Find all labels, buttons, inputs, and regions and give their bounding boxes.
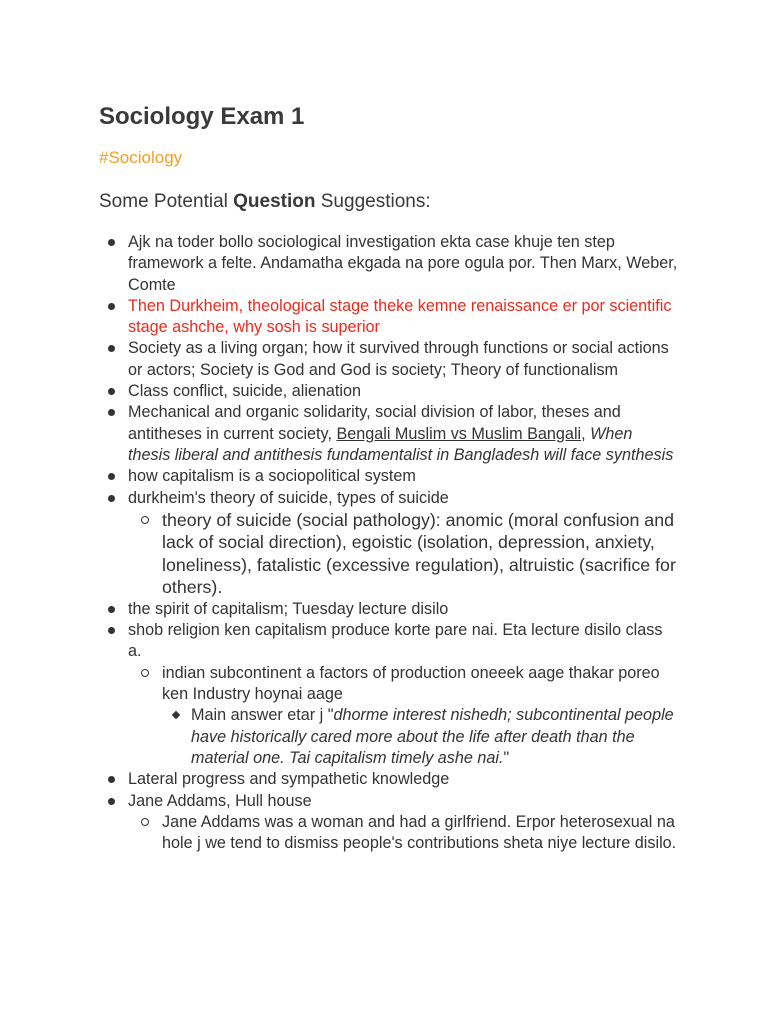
sociology-tag[interactable]: #Sociology: [99, 148, 183, 167]
bullet-icon: [108, 388, 115, 395]
list-item-text: the spirit of capitalism; Tuesday lecture disilo: [128, 599, 449, 618]
list-item-highlighted: [99, 296, 679, 339]
list-item: [99, 620, 679, 769]
sub-list: [128, 812, 679, 855]
sub-list-item: [128, 663, 679, 769]
list-item: [99, 232, 679, 296]
list-item-italic: When thesis liberal and antithesis fundamentalist in Bangladesh will face synthesis: [128, 424, 674, 464]
list-item-text: Ajk na toder bollo sociological investigation ekta case khuje ten step framework a felte. Andamatha ekgada na pore ogula por. Then Marx, Weber, Comte: [128, 233, 678, 294]
subheading: [99, 188, 679, 216]
bullet-icon: [108, 627, 115, 634]
list-item: [99, 402, 679, 466]
bullet-icon: [108, 606, 115, 613]
list-item-text: Mechanical and organic solidarity, social division of labor, theses and antitheses in current society,: [128, 403, 621, 443]
page-title: Sociology Exam 1: [99, 103, 305, 130]
list-item-text: how capitalism is a sociopolitical system: [128, 467, 416, 486]
list-item: [99, 769, 679, 790]
hollow-bullet-icon: [141, 516, 149, 524]
list-item-text: Then Durkheim, theological stage theke kemne renaissance er por scientific stage ashche, why sosh is superior: [128, 296, 672, 337]
sub-sub-list: [162, 705, 679, 769]
bullet-icon: [108, 495, 115, 502]
diamond-bullet-icon: [172, 711, 180, 719]
list-item: [99, 338, 679, 381]
list-item-text: shob religion ken capitalism produce korte pare nai. Eta lecture disilo class a.: [128, 621, 663, 661]
bullet-icon: [108, 303, 115, 310]
sub-list-item: [128, 812, 679, 855]
subheading-suffix: Suggestions:: [315, 191, 431, 212]
sub-list: [128, 663, 679, 769]
bullet-icon: [108, 776, 115, 783]
bullet-icon: [108, 473, 115, 480]
list-item-text: Class conflict, suicide, alienation: [128, 382, 362, 401]
subheading-bold: Question: [233, 191, 316, 212]
sub-sub-suffix: ": [503, 748, 510, 767]
sub-list: [128, 509, 679, 599]
sub-list-item-text: Jane Addams was a woman and had a girlfriend. Erpor heterosexual na hole j we tend to dismiss people's contributions sheta niye lecture disilo.: [162, 812, 677, 853]
bullet-icon: [108, 409, 115, 416]
sub-sub-list-item: [162, 705, 679, 769]
list-item: [99, 381, 679, 402]
bengali-muslim-link[interactable]: Bengali Muslim vs Muslim Bangali: [336, 424, 582, 443]
sub-sub-prefix: Main answer etar j ": [191, 706, 334, 725]
list-item: [99, 599, 679, 620]
bullet-icon: [108, 798, 115, 805]
hollow-bullet-icon: [141, 818, 149, 826]
list-item: [99, 791, 679, 855]
list-item-text: Society as a living organ; how it survived through functions or social actions or actors; Society is God and God is society; Theory of functionalism: [128, 339, 669, 379]
list-item-text: durkheim's theory of suicide, types of suicide: [128, 488, 449, 507]
document: [99, 100, 679, 854]
sub-list-item: [128, 509, 679, 599]
sub-sub-italic: dhorme interest nishedh; subcontinental people have historically cared more about the life after death than the material one. Tai capitalism timely ashe nai.: [191, 706, 674, 767]
list-item: [99, 466, 679, 487]
sub-list-item-text: indian subcontinent a factors of production oneeek aage thakar poreo ken Industry hoynai aage: [162, 663, 660, 704]
list-item-comma: ,: [581, 424, 591, 443]
hollow-bullet-icon: [141, 669, 149, 677]
question-list: [99, 232, 679, 854]
list-item-text: Jane Addams, Hull house: [128, 791, 312, 810]
sub-list-item-text: theory of suicide (social pathology): anomic (moral confusion and lack of social direction), egoistic (isolation, depression, anxiety, loneliness), fatalistic (excessive regulation), altruistic (sacrifice for others).: [162, 509, 676, 598]
list-item: [99, 488, 679, 599]
bullet-icon: [108, 239, 115, 246]
bullet-icon: [108, 345, 115, 352]
list-item-text: Lateral progress and sympathetic knowledge: [128, 770, 450, 789]
subheading-prefix: Some Potential: [99, 191, 234, 212]
